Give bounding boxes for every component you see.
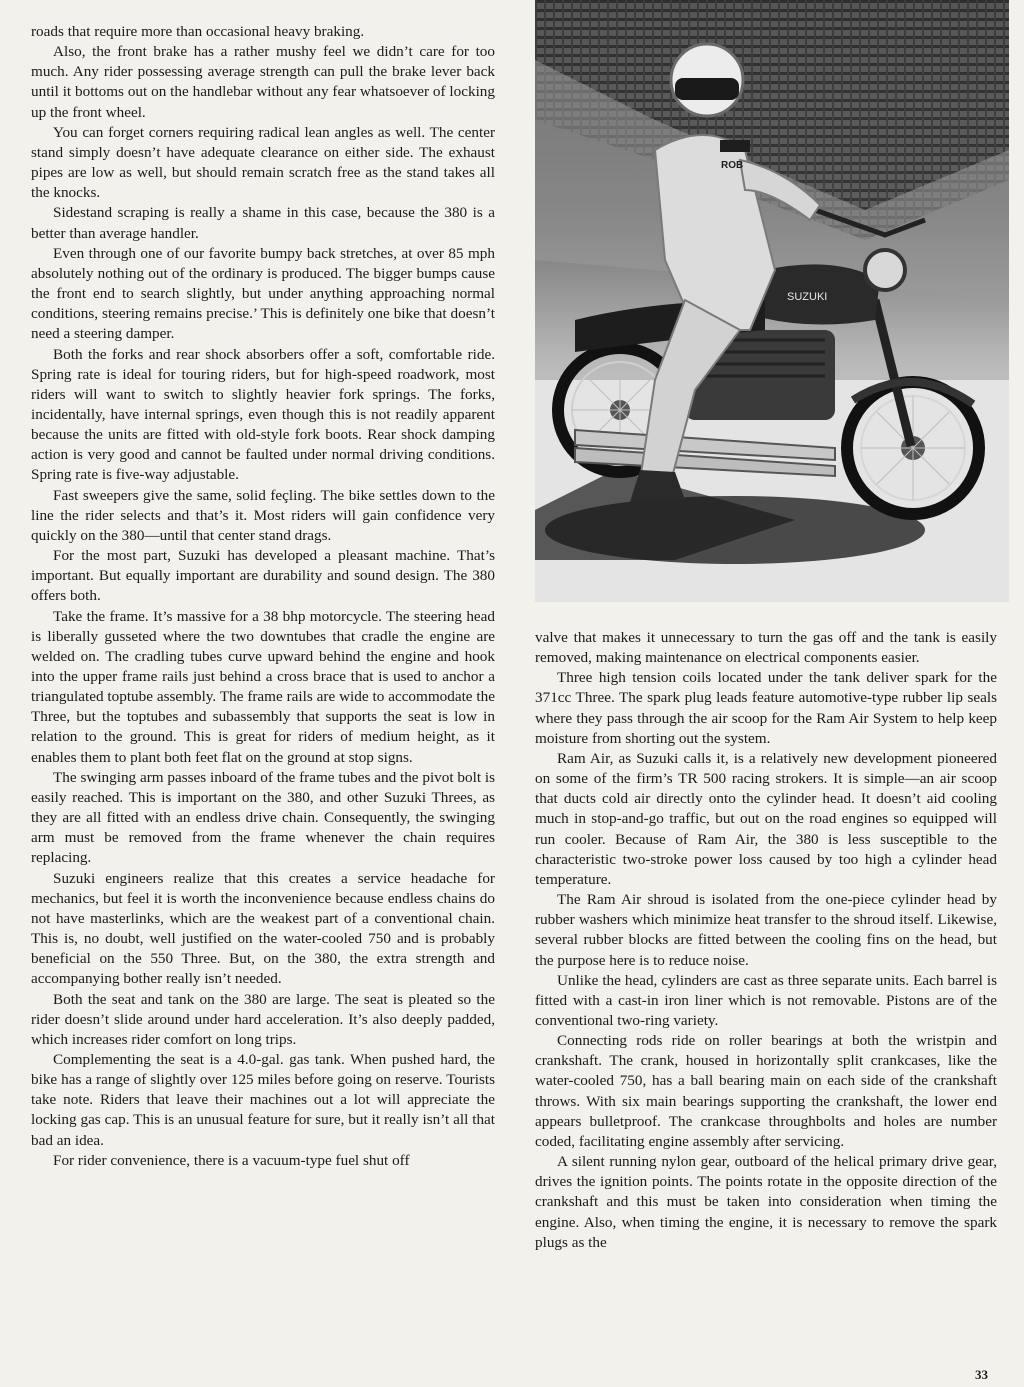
- paragraph: Unlike the head, cylinders are cast as three separate units. Each barrel is fitted with a cast-in iron liner which is not removable. Pistons are of the conventional two-ring variety.: [535, 971, 997, 1029]
- motorcycle-photo: [535, 0, 1009, 602]
- paragraph: The swinging arm passes inboard of the frame tubes and the pivot bolt is easily reached. This is important on the 380, and other Suzuki Threes, as they are all fitted with an endless drive chain. Consequently, the swinging arm must be removed from the frame whenever the chain requires replacing.: [31, 768, 495, 867]
- paragraph: Even through one of our favorite bumpy back stretches, at over 85 mph absolutely nothing out of the ordinary is produced. The bigger bumps cause the front end to search slightly, but under anything approaching normal conditions, steering remains precise.’ This is definitely one bike that doesn’t need a steering damper.: [31, 244, 495, 343]
- paragraph: roads that require more than occasional heavy braking.: [31, 23, 365, 40]
- paragraph: A silent running nylon gear, outboard of the helical primary drive gear, drives the ignition points. The points rotate in the opposite direction of the crankshaft and this must be taken into consideration when timing the engine. Also, when timing the engine, it is necessary to remove the spark plugs as the: [535, 1153, 997, 1251]
- page-number: 33: [975, 1367, 988, 1382]
- article-column-right: [535, 628, 997, 1253]
- paragraph: You can forget corners requiring radical lean angles as well. The center stand simply doesn’t have adequate clearance on either side. The exhaust pipes are low as well, but should remain scratch free as the stand takes all the knocks.: [31, 123, 495, 202]
- paragraph: The Ram Air shroud is isolated from the one-piece cylinder head by rubber washers which minimize heat transfer to the shroud itself. Likewise, several rubber blocks are fitted between the cooling fins on the head, but the purpose here is to reduce noise.: [535, 891, 997, 969]
- paragraph: Both the forks and rear shock absorbers offer a soft, comfortable ride. Spring rate is ideal for touring riders, but for high-speed roadwork, most riders will want to switch to slightly heavier fork springs. The forks, incidentally, have internal springs, even though this is not readily apparent because the units are fitted with old-style fork boots. Rear shock damping action is very good and cannot be faulted under normal driving conditions. Spring rate is five-way adjustable.: [31, 345, 495, 484]
- paragraph: Suzuki engineers realize that this creates a service headache for mechanics, but feel it is worth the inconvenience because endless chains do not have masterlinks, which are the weakest part of a conventional chain. This is, no doubt, well justified on the water-cooled 750 and is probably beneficial on the 550 Three. But, on the 380, the extra strength and accompanying bother really isn’t needed.: [31, 869, 495, 988]
- paragraph: valve that makes it unnecessary to turn the gas off and the tank is easily removed, making maintenance on electrical components easier.: [535, 629, 997, 667]
- paragraph: Ram Air, as Suzuki calls it, is a relatively new development pioneered on some of the firm’s TR 500 racing strokers. It is simple—an air scoop that ducts cold air directly onto the cylinder head. It doesn’t aid cooling much in stop-and-go traffic, but out on the road engines so equipped will run cooler. Because of Ram Air, the 380 is less susceptible to the characteristic two-stroke power loss caused by too high a cylinder head temperature.: [535, 749, 997, 888]
- paragraph: Connecting rods ride on roller bearings at both the wristpin and crankshaft. The crank, housed in horizontally split crankcases, like the water-cooled 750, has a ball bearing main on each side of the crankshaft throws. With six main bearings supporting the crankshaft, the lower end appears bulletproof. The crankcase throughbolts and holes are number coded, facilitating engine assembly after servicing.: [535, 1032, 997, 1150]
- paragraph: Also, the front brake has a rather mushy feel we didn’t care for too much. Any rider possessing average strength can pull the brake lever back until it bottoms out on the handlebar without any fear whatsoever of locking up the front wheel.: [31, 43, 495, 121]
- article-column-left: [31, 22, 495, 1171]
- paragraph: For the most part, Suzuki has developed a pleasant machine. That’s important. But equally important are durability and sound design. The 380 offers both.: [31, 547, 495, 605]
- paragraph: Complementing the seat is a 4.0-gal. gas tank. When pushed hard, the bike has a range of slightly over 125 miles before going on reserve. Tourists take note. Riders that leave their machines out a lot will appreciate the locking gas cap. This is an unusual feature for sure, but it really isn’t all that bad an idea.: [31, 1050, 495, 1149]
- paragraph: Three high tension coils located under the tank deliver spark for the 371cc Three. The spark plug leads feature automotive-type rubber lip seals where they pass through the air scoop for the Ram Air System to help keep moisture from shorting out the system.: [535, 669, 997, 747]
- rider-on-motorcycle-image: [535, 0, 1009, 602]
- paragraph: Fast sweepers give the same, solid feçling. The bike settles down to the line the rider selects and that’s it. Most riders will gain confidence very quickly on the 380—until that center stand drags.: [31, 486, 495, 544]
- tank-logo-text: SUZUKI: [787, 291, 828, 303]
- paragraph: For rider convenience, there is a vacuum-type fuel shut off: [53, 1151, 410, 1169]
- jacket-lettering: ROB: [721, 160, 744, 171]
- paragraph: Both the seat and tank on the 380 are large. The seat is pleated so the rider doesn’t slide around under hard acceleration. It’s also deeply padded, which increases rider comfort on long trips.: [31, 990, 495, 1048]
- paragraph: Take the frame. It’s massive for a 38 bhp motorcycle. The steering head is liberally gusseted where the two downtubes that cradle the engine are welded on. The cradling tubes curve upward behind the engine and hook into the upper frame rails just behind a cross brace that is used to anchor a triangulated toptube assembly. The frame rails are wide to accommodate the Three, but the toptubes and subassembly that supports the seat is low in relation to the ground. This is great for riders of medium height, as it enables them to plant both feet flat on the ground at stop signs.: [31, 607, 495, 766]
- paragraph: Sidestand scraping is really a shame in this case, because the 380 is a better than average handler.: [31, 204, 495, 242]
